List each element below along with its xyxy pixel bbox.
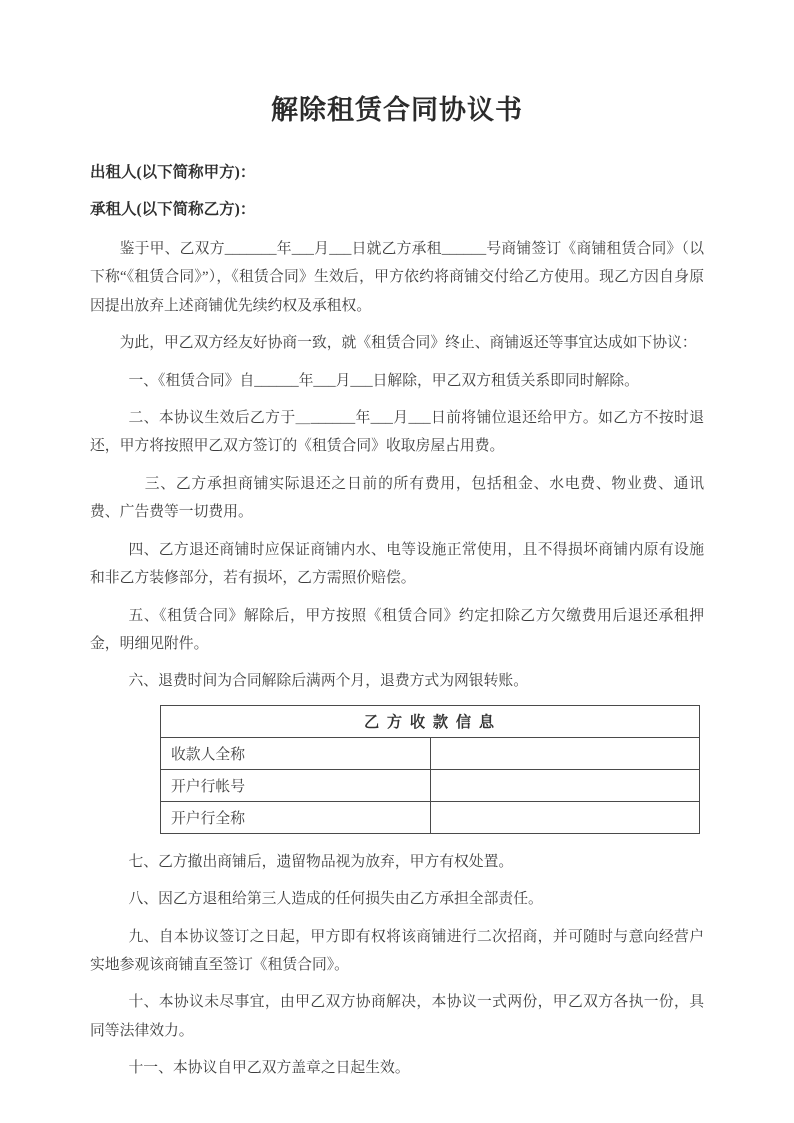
paragraph-clause-6: 六、退费时间为合同解除后满两个月，退费方式为网银转账。 xyxy=(128,673,528,690)
paragraph-clause-2: 二、本协议生效后乙方于＿______年___月___日前将铺位退还给甲方。如乙方不按时退还，甲方将按照甲乙双方签订的《租赁合同》收取房屋占用费。 xyxy=(90,410,704,455)
table-title: 乙 方 收 款 信 息 xyxy=(161,705,700,737)
paragraph-clause-8: 八、因乙方退租给第三人造成的任何损失由乙方承担全部责任。 xyxy=(128,891,543,908)
paragraph-clause-7: 七、乙方撤出商铺后，遗留物品视为放弃，甲方有权处置。 xyxy=(128,853,514,870)
paragraph-clause-10: 十、本协议未尽事宜，由甲乙双方协商解决，本协议一式两份，甲乙双方各执一份，具同等法律效力。 xyxy=(90,994,704,1039)
payee-name-value[interactable] xyxy=(430,737,700,769)
paragraph-clause-4: 四、乙方退还商铺时应保证商铺内水、电等设施正常使用，且不得损坏商铺内原有设施和非乙方装修部分，若有损坏，乙方需照价赔偿。 xyxy=(90,541,704,587)
bank-account-label: 开户行帐号 xyxy=(161,769,431,801)
paragraph-clause-11: 十一、本协议自甲乙双方盖章之日起生效。 xyxy=(128,1060,410,1077)
paragraph-agreement: 为此，甲乙双方经友好协商一致，就《租赁合同》终止、商铺返还等事宜达成如下协议： xyxy=(119,335,697,352)
payee-name-label: 收款人全称 xyxy=(161,737,431,769)
paragraph-clause-9: 九、自本协议签订之日起，甲方即有权将该商铺进行二次招商，并可随时与意向经营户实地参观该商铺直至签订《租赁合同》。 xyxy=(90,928,704,973)
payment-info-table xyxy=(160,705,700,834)
paragraph-clause-5: 五、《租赁合同》解除后，甲方按照《租赁合同》约定扣除乙方欠缴费用后退还承租押金，明细见附件。 xyxy=(90,607,704,652)
party-b-line: 承租人(以下简称乙方)： xyxy=(90,201,256,219)
bank-account-value[interactable] xyxy=(430,769,700,801)
paragraph-clause-3: 三、乙方承担商铺实际退还之日前的所有费用，包括租金、水电费、物业费、通讯费、广告费等一切费用。 xyxy=(90,475,704,521)
table-row-bank-name xyxy=(161,801,700,833)
bank-name-label: 开户行全称 xyxy=(161,801,431,833)
table-row-bank-account xyxy=(161,769,700,801)
table-row-payee-name xyxy=(161,737,700,769)
bank-name-value[interactable] xyxy=(430,801,700,833)
table-header-row xyxy=(161,705,700,737)
paragraph-preamble: 鉴于甲、乙双方_______年___月___日就乙方承租______号商铺签订《商铺租赁合同》（以下称“《租赁合同》”），《租赁合同》生效后，甲方依约将商铺交付给乙方使用。现乙方因自身原因提出放弃上述商铺优先续约权及承租权。 xyxy=(90,241,704,314)
party-a-line: 出租人(以下简称甲方)： xyxy=(90,164,256,181)
paragraph-clause-1: 一、《租赁合同》自______年___月___日解除，甲乙双方租赁关系即同时解除。 xyxy=(128,372,639,389)
document-title: 解除租赁合同协议书 xyxy=(271,95,523,125)
